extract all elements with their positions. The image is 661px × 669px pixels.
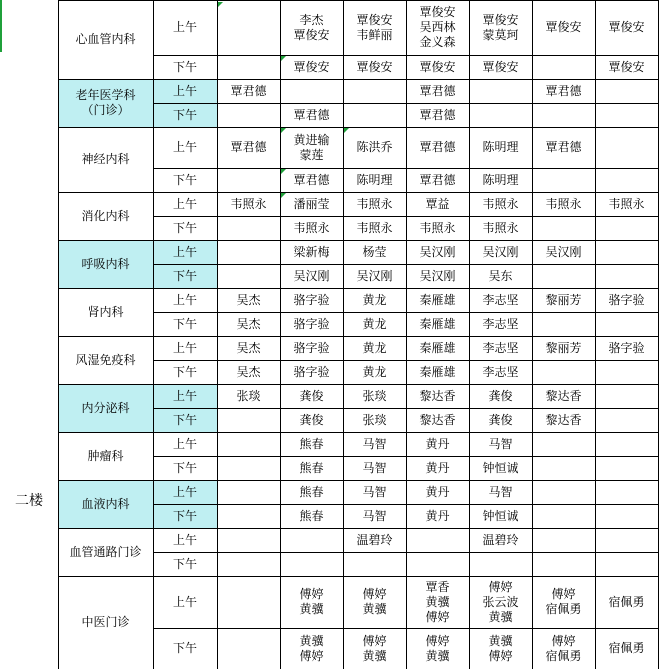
schedule-cell: 韦照永 — [482, 196, 519, 211]
session-label-am: 上午 — [172, 20, 197, 34]
schedule-cell — [217, 528, 280, 552]
session-label-pm: 下午 — [172, 460, 197, 475]
schedule-cell: 覃俊安 — [356, 59, 393, 74]
session-label-am: 上午 — [172, 83, 197, 98]
schedule-cell — [532, 528, 595, 552]
schedule-cell: 龚俊 — [488, 388, 513, 403]
dept-name: 心血管内科 — [75, 32, 136, 46]
schedule-cell — [280, 552, 343, 576]
dept-name: 风湿免疫科 — [75, 352, 136, 367]
schedule-cell: 黄龙 — [362, 316, 387, 331]
schedule-cell: 覃俊安 韦鲜丽 — [356, 12, 393, 42]
schedule-cell — [532, 480, 595, 504]
schedule-cell: 黎达香 — [545, 412, 582, 427]
schedule-cell — [595, 79, 658, 103]
schedule-cell: 吴杰 — [236, 364, 261, 379]
schedule-cell: 宿佩勇 — [608, 594, 645, 609]
schedule-cell: 吴汉刚 — [356, 268, 393, 283]
schedule-cell — [469, 552, 532, 576]
schedule-cell — [406, 552, 469, 576]
session-label-am: 上午 — [172, 484, 197, 499]
schedule-cell — [595, 360, 658, 384]
schedule-cell: 张琰 — [236, 388, 261, 403]
grid-line-horizontal — [153, 552, 659, 553]
cell-note-marker — [281, 128, 286, 133]
schedule-cell — [217, 168, 280, 192]
schedule-cell: 韦照永 — [356, 220, 393, 235]
schedule-cell: 傅婷 黄骥 — [362, 633, 387, 663]
schedule-cell — [595, 456, 658, 480]
schedule-cell: 覃俊安 — [545, 20, 582, 34]
grid-line-vertical — [469, 0, 470, 669]
grid-line-horizontal — [58, 384, 659, 385]
schedule-cell: 覃君德 — [419, 107, 456, 122]
schedule-cell: 李志坚 — [482, 292, 519, 307]
floor-label: 二楼 — [15, 493, 43, 509]
schedule-cell: 张琰 — [362, 412, 387, 427]
schedule-cell: 吴杰 — [236, 292, 261, 307]
schedule-cell — [532, 456, 595, 480]
session-label-am: 上午 — [172, 140, 197, 154]
schedule-cell: 傅婷 黄骥 — [425, 633, 450, 663]
schedule-cell — [595, 528, 658, 552]
grid-line-horizontal — [58, 79, 659, 80]
schedule-cell — [595, 103, 658, 127]
schedule-cell: 黄丹 — [425, 484, 450, 499]
cell-note-marker — [281, 169, 286, 174]
schedule-cell: 傅婷 张云波 黄骥 — [482, 579, 519, 624]
session-label-am: 上午 — [172, 532, 197, 547]
schedule-cell: 覃俊安 — [293, 59, 330, 74]
schedule-cell: 傅婷 黄骥 — [362, 587, 387, 616]
schedule-cell: 秦雁雄 — [419, 316, 456, 331]
schedule-cell — [217, 432, 280, 456]
schedule-cell: 马智 — [362, 508, 387, 523]
session-label-pm: 下午 — [172, 316, 197, 331]
schedule-cell: 黄骥 傅婷 — [488, 633, 513, 663]
session-label-pm: 下午 — [172, 172, 197, 187]
cell-note-marker — [344, 128, 349, 133]
grid-line-horizontal — [58, 432, 659, 433]
schedule-cell: 温碧玲 — [356, 532, 393, 547]
schedule-cell: 覃俊安 吴西林 金义森 — [419, 5, 456, 49]
schedule-cell — [532, 504, 595, 528]
cell-note-marker — [281, 193, 286, 198]
schedule-cell: 覃俊安 蒙莫珂 — [482, 12, 519, 42]
schedule-cell — [217, 408, 280, 432]
schedule-cell: 骆字验 — [293, 292, 330, 307]
schedule-cell: 韦照永 — [545, 196, 582, 211]
dept-name: 血管通路门诊 — [69, 544, 142, 559]
schedule-cell: 覃俊安 — [482, 59, 519, 74]
grid-line-horizontal — [153, 103, 659, 104]
schedule-cell: 骆字验 — [293, 316, 330, 331]
session-label-pm: 下午 — [172, 412, 197, 427]
grid-line-vertical — [153, 0, 154, 669]
schedule-cell: 潘丽莹 — [293, 196, 330, 211]
schedule-cell: 黄龙 — [362, 364, 387, 379]
schedule-cell — [469, 103, 532, 127]
schedule-cell: 覃君德 — [419, 140, 456, 154]
schedule-cell: 熊春 — [299, 436, 324, 451]
schedule-cell — [406, 528, 469, 552]
schedule-cell — [217, 240, 280, 264]
schedule-cell: 黎达香 — [419, 412, 456, 427]
grid-line-horizontal — [153, 216, 659, 217]
session-label-am: 上午 — [172, 594, 197, 609]
session-label-am: 上午 — [172, 388, 197, 403]
grid-line-vertical — [658, 0, 659, 669]
schedule-cell — [595, 408, 658, 432]
schedule-cell: 傅婷 黄骥 — [299, 587, 324, 616]
session-label-pm: 下午 — [172, 107, 197, 122]
schedule-cell: 韦照永 — [608, 196, 645, 211]
schedule-cell — [532, 103, 595, 127]
schedule-cell: 覃君德 — [293, 107, 330, 122]
schedule-cell — [217, 504, 280, 528]
schedule-cell — [532, 168, 595, 192]
schedule-cell: 黄骥 傅婷 — [299, 633, 324, 663]
grid-line-horizontal — [58, 336, 659, 337]
schedule-cell: 覃君德 — [545, 83, 582, 98]
grid-line-horizontal — [153, 408, 659, 409]
grid-line-vertical — [532, 0, 533, 669]
schedule-cell: 覃君德 — [293, 172, 330, 187]
session-label-am: 上午 — [172, 292, 197, 307]
schedule-cell: 李杰 覃俊安 — [293, 12, 330, 42]
schedule-cell: 黄龙 — [362, 340, 387, 355]
schedule-cell — [595, 432, 658, 456]
grid-line-vertical — [280, 0, 281, 669]
grid-line-horizontal — [153, 312, 659, 313]
schedule-cell — [217, 456, 280, 480]
schedule-cell — [217, 628, 280, 669]
schedule-cell — [595, 552, 658, 576]
schedule-cell: 熊春 — [299, 484, 324, 499]
grid-line-horizontal — [58, 528, 659, 529]
schedule-cell: 吴汉刚 — [482, 244, 519, 259]
grid-line-vertical — [406, 0, 407, 669]
schedule-cell: 龚俊 — [299, 388, 324, 403]
schedule-cell: 覃君德 — [419, 83, 456, 98]
schedule-cell — [280, 528, 343, 552]
schedule-cell: 陈明理 — [482, 172, 519, 187]
session-label-pm: 下午 — [172, 364, 197, 379]
grid-line-horizontal — [58, 288, 659, 289]
schedule-cell: 钟恒诚 — [482, 508, 519, 523]
schedule-cell: 马智 — [362, 436, 387, 451]
schedule-cell: 黄丹 — [425, 508, 450, 523]
schedule-cell — [595, 480, 658, 504]
schedule-cell: 韦照永 — [482, 220, 519, 235]
schedule-cell: 黄丹 — [425, 460, 450, 475]
schedule-cell: 吴东 — [488, 268, 513, 283]
grid-line-horizontal — [58, 0, 659, 1]
session-label-am: 上午 — [172, 244, 197, 259]
schedule-cell — [217, 216, 280, 240]
schedule-cell: 陈洪乔 — [356, 140, 393, 154]
schedule-cell — [532, 360, 595, 384]
schedule-cell: 马智 — [362, 484, 387, 499]
schedule-cell — [217, 0, 280, 55]
schedule-cell: 黄丹 — [425, 436, 450, 451]
schedule-cell — [595, 384, 658, 408]
grid-line-horizontal — [153, 55, 659, 56]
grid-line-horizontal — [153, 504, 659, 505]
cell-note-marker — [281, 56, 286, 61]
schedule-cell: 韦照永 — [230, 196, 267, 211]
schedule-cell: 马智 — [488, 484, 513, 499]
session-label-pm: 下午 — [172, 59, 197, 74]
schedule-cell — [217, 55, 280, 79]
session-label-am: 上午 — [172, 340, 197, 355]
schedule-cell: 黎丽芳 — [545, 340, 582, 355]
schedule-cell — [595, 504, 658, 528]
schedule-cell: 陈明理 — [356, 172, 393, 187]
schedule-cell: 韦照永 — [419, 220, 456, 235]
grid-line-horizontal — [153, 628, 659, 629]
schedule-cell: 覃俊安 — [608, 20, 645, 34]
schedule-cell — [532, 432, 595, 456]
schedule-cell: 覃俊安 — [608, 59, 645, 74]
schedule-cell — [217, 552, 280, 576]
schedule-cell — [343, 79, 406, 103]
schedule-cell — [532, 312, 595, 336]
schedule-cell — [595, 127, 658, 168]
schedule-cell — [280, 79, 343, 103]
schedule-cell: 吴杰 — [236, 316, 261, 331]
grid-line-horizontal — [153, 264, 659, 265]
schedule-cell — [595, 312, 658, 336]
schedule-cell — [595, 264, 658, 288]
schedule-cell — [217, 103, 280, 127]
session-label-pm: 下午 — [172, 268, 197, 283]
schedule-cell: 李志坚 — [482, 340, 519, 355]
schedule-cell: 杨莹 — [362, 244, 387, 259]
schedule-cell: 覃君德 — [230, 83, 267, 98]
grid-line-horizontal — [153, 360, 659, 361]
schedule-cell — [532, 264, 595, 288]
dept-name: 肿瘤科 — [87, 448, 124, 463]
schedule-cell: 温碧玲 — [482, 532, 519, 547]
grid-line-horizontal — [58, 127, 659, 128]
grid-line-vertical — [217, 0, 218, 669]
session-label-am: 上午 — [172, 436, 197, 451]
schedule-cell: 熊春 — [299, 460, 324, 475]
schedule-cell: 吴杰 — [236, 340, 261, 355]
schedule-cell: 韦照永 — [293, 220, 330, 235]
schedule-cell: 黎达香 — [545, 388, 582, 403]
dept-name: 老年医学科 （门诊） — [75, 88, 136, 117]
schedule-cell: 熊春 — [299, 508, 324, 523]
schedule-cell: 钟恒诚 — [482, 460, 519, 475]
schedule-cell: 李志坚 — [482, 364, 519, 379]
schedule-cell: 龚俊 — [488, 412, 513, 427]
schedule-cell: 骆字验 — [293, 364, 330, 379]
grid-line-vertical — [58, 0, 59, 669]
session-label-pm: 下午 — [172, 220, 197, 235]
dept-name: 血液内科 — [81, 496, 130, 511]
schedule-cell: 黎达香 — [419, 388, 456, 403]
schedule-cell: 陈明理 — [482, 140, 519, 154]
schedule-cell: 覃君德 — [230, 140, 267, 154]
schedule-cell: 覃益 — [425, 196, 450, 211]
schedule-cell: 张琰 — [362, 388, 387, 403]
schedule-cell: 吴汉刚 — [419, 244, 456, 259]
dept-name: 肾内科 — [87, 304, 124, 319]
grid-line-vertical — [595, 0, 596, 669]
schedule-cell — [343, 552, 406, 576]
grid-line-horizontal — [58, 480, 659, 481]
grid-line-horizontal — [58, 240, 659, 241]
schedule-cell: 吴汉刚 — [293, 268, 330, 283]
schedule-cell: 吴汉刚 — [419, 268, 456, 283]
schedule-cell: 骆字验 — [608, 292, 645, 307]
schedule-cell: 吴汉刚 — [545, 244, 582, 259]
grid-line-horizontal — [58, 576, 659, 577]
schedule-cell: 傅婷 宿佩勇 — [545, 587, 582, 616]
schedule-cell — [595, 216, 658, 240]
schedule-cell: 秦雁雄 — [419, 292, 456, 307]
schedule-cell: 黄龙 — [362, 292, 387, 307]
schedule-cell — [469, 79, 532, 103]
schedule-cell: 骆字验 — [608, 340, 645, 355]
grid-line-horizontal — [58, 192, 659, 193]
session-label-pm: 下午 — [172, 556, 197, 571]
schedule-cell: 黄进输 蒙莲 — [293, 132, 330, 162]
schedule-cell — [343, 103, 406, 127]
schedule-cell: 骆字验 — [293, 340, 330, 355]
schedule-cell: 梁新梅 — [293, 244, 330, 259]
schedule-cell: 龚俊 — [299, 412, 324, 427]
schedule-cell: 韦照永 — [356, 196, 393, 211]
dept-name: 内分泌科 — [81, 400, 130, 415]
schedule-cell — [595, 240, 658, 264]
dept-name: 中医门诊 — [81, 615, 130, 629]
schedule-cell — [217, 480, 280, 504]
schedule-cell: 覃君德 — [419, 172, 456, 187]
schedule-cell — [532, 552, 595, 576]
grid-line-horizontal — [153, 168, 659, 169]
schedule-cell: 傅婷 宿佩勇 — [545, 633, 582, 663]
schedule-cell: 宿佩勇 — [608, 641, 645, 655]
schedule-cell: 覃俊安 — [419, 59, 456, 74]
dept-name: 消化内科 — [81, 208, 130, 223]
dept-name: 神经内科 — [81, 152, 130, 166]
schedule-cell — [217, 576, 280, 628]
schedule-cell: 秦雁雄 — [419, 340, 456, 355]
session-label-am: 上午 — [172, 196, 197, 211]
schedule-cell: 马智 — [488, 436, 513, 451]
cell-note-marker — [218, 2, 223, 7]
schedule-cell — [217, 264, 280, 288]
grid-line-horizontal — [153, 456, 659, 457]
schedule-cell: 秦雁雄 — [419, 364, 456, 379]
dept-name: 呼吸内科 — [81, 256, 130, 271]
schedule-cell: 覃香 黄骥 傅婷 — [425, 579, 450, 624]
session-label-pm: 下午 — [172, 641, 197, 655]
grid-line-vertical — [343, 0, 344, 669]
schedule-cell: 马智 — [362, 460, 387, 475]
schedule-cell: 黎丽芳 — [545, 292, 582, 307]
schedule-cell — [532, 55, 595, 79]
schedule-cell — [595, 168, 658, 192]
session-label-pm: 下午 — [172, 508, 197, 523]
schedule-cell: 李志坚 — [482, 316, 519, 331]
schedule-cell — [532, 216, 595, 240]
schedule-cell: 覃君德 — [545, 140, 582, 154]
